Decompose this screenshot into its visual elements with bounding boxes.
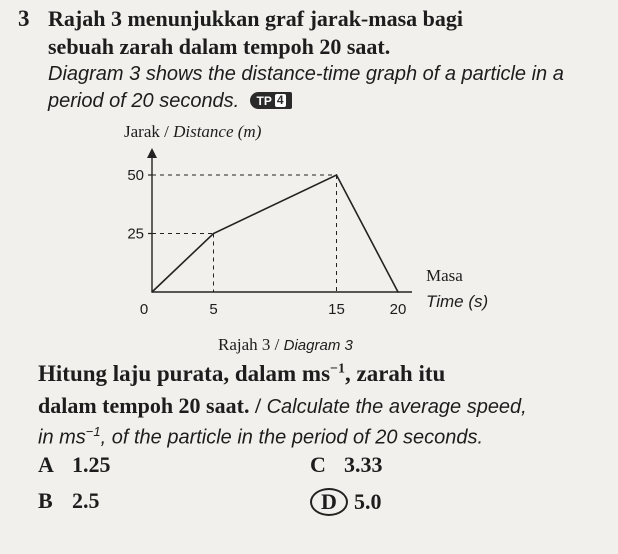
x-tick-label: 0	[139, 301, 149, 318]
option-c-letter: C	[310, 452, 326, 477]
y-label-malay: Jarak /	[124, 122, 169, 141]
option-d-letter: D	[310, 488, 348, 516]
task-line-3	[38, 424, 483, 450]
task-superscript-2: −1	[85, 424, 101, 439]
question-malay-line-2: sebuah zarah dalam tempoh 20 saat.	[48, 34, 391, 59]
question-malay-line-1: Rajah 3 menunjukkan graf jarak-masa bagi	[48, 6, 463, 31]
option-c[interactable]	[310, 452, 383, 478]
option-a-letter: A	[38, 452, 54, 477]
question-english-line-2: period of 20 seconds.	[48, 90, 240, 112]
data-point	[213, 233, 215, 235]
task-line3-a: in ms	[38, 426, 86, 449]
caption-malay: Rajah 3 /	[218, 335, 280, 354]
x-label-english: Time (s)	[426, 292, 489, 311]
option-a-value: 1.25	[72, 452, 111, 477]
y-tick-label: 50	[127, 167, 144, 184]
data-point	[336, 174, 338, 176]
option-b[interactable]	[38, 488, 100, 514]
chart-layer	[127, 148, 412, 318]
caption-english: Diagram 3	[283, 337, 353, 354]
task-line-2	[38, 393, 527, 419]
tp-prefix: TP	[256, 93, 272, 108]
task-line2-malay: dalam tempoh 20 saat. /	[38, 393, 262, 418]
option-c-value: 3.33	[344, 452, 383, 477]
y-label-english: Distance (m)	[173, 122, 262, 141]
x-tick-label: 20	[389, 301, 407, 318]
task-line-1	[38, 361, 445, 387]
x-label-malay: Masa	[426, 266, 463, 285]
task-malay-b: , zarah itu	[345, 361, 446, 386]
x-tick-label: 5	[209, 301, 218, 318]
option-d-value: 5.0	[354, 489, 382, 514]
question-number: 3	[18, 6, 30, 31]
task-line2-english: Calculate the average speed,	[266, 396, 527, 418]
diagram-caption	[218, 335, 353, 355]
question-english-line-1: Diagram 3 shows the distance-time graph of a particle in a	[48, 63, 564, 85]
option-a[interactable]	[38, 452, 111, 478]
option-b-letter: B	[38, 488, 53, 513]
y-axis-arrow-icon	[147, 148, 157, 158]
task-malay-a: Hitung laju purata, dalam ms	[38, 361, 331, 386]
data-point	[397, 291, 399, 293]
option-b-value: 2.5	[72, 488, 100, 513]
tp-level: 4	[276, 93, 284, 107]
task-superscript-1: −1	[330, 361, 345, 377]
option-d[interactable]	[310, 488, 382, 516]
y-tick-label: 25	[127, 225, 144, 243]
data-point	[151, 291, 153, 293]
x-tick-label: 15	[328, 301, 345, 318]
task-line3-b: , of the particle in the period of 20 seconds.	[100, 426, 484, 449]
distance-line	[152, 175, 398, 292]
